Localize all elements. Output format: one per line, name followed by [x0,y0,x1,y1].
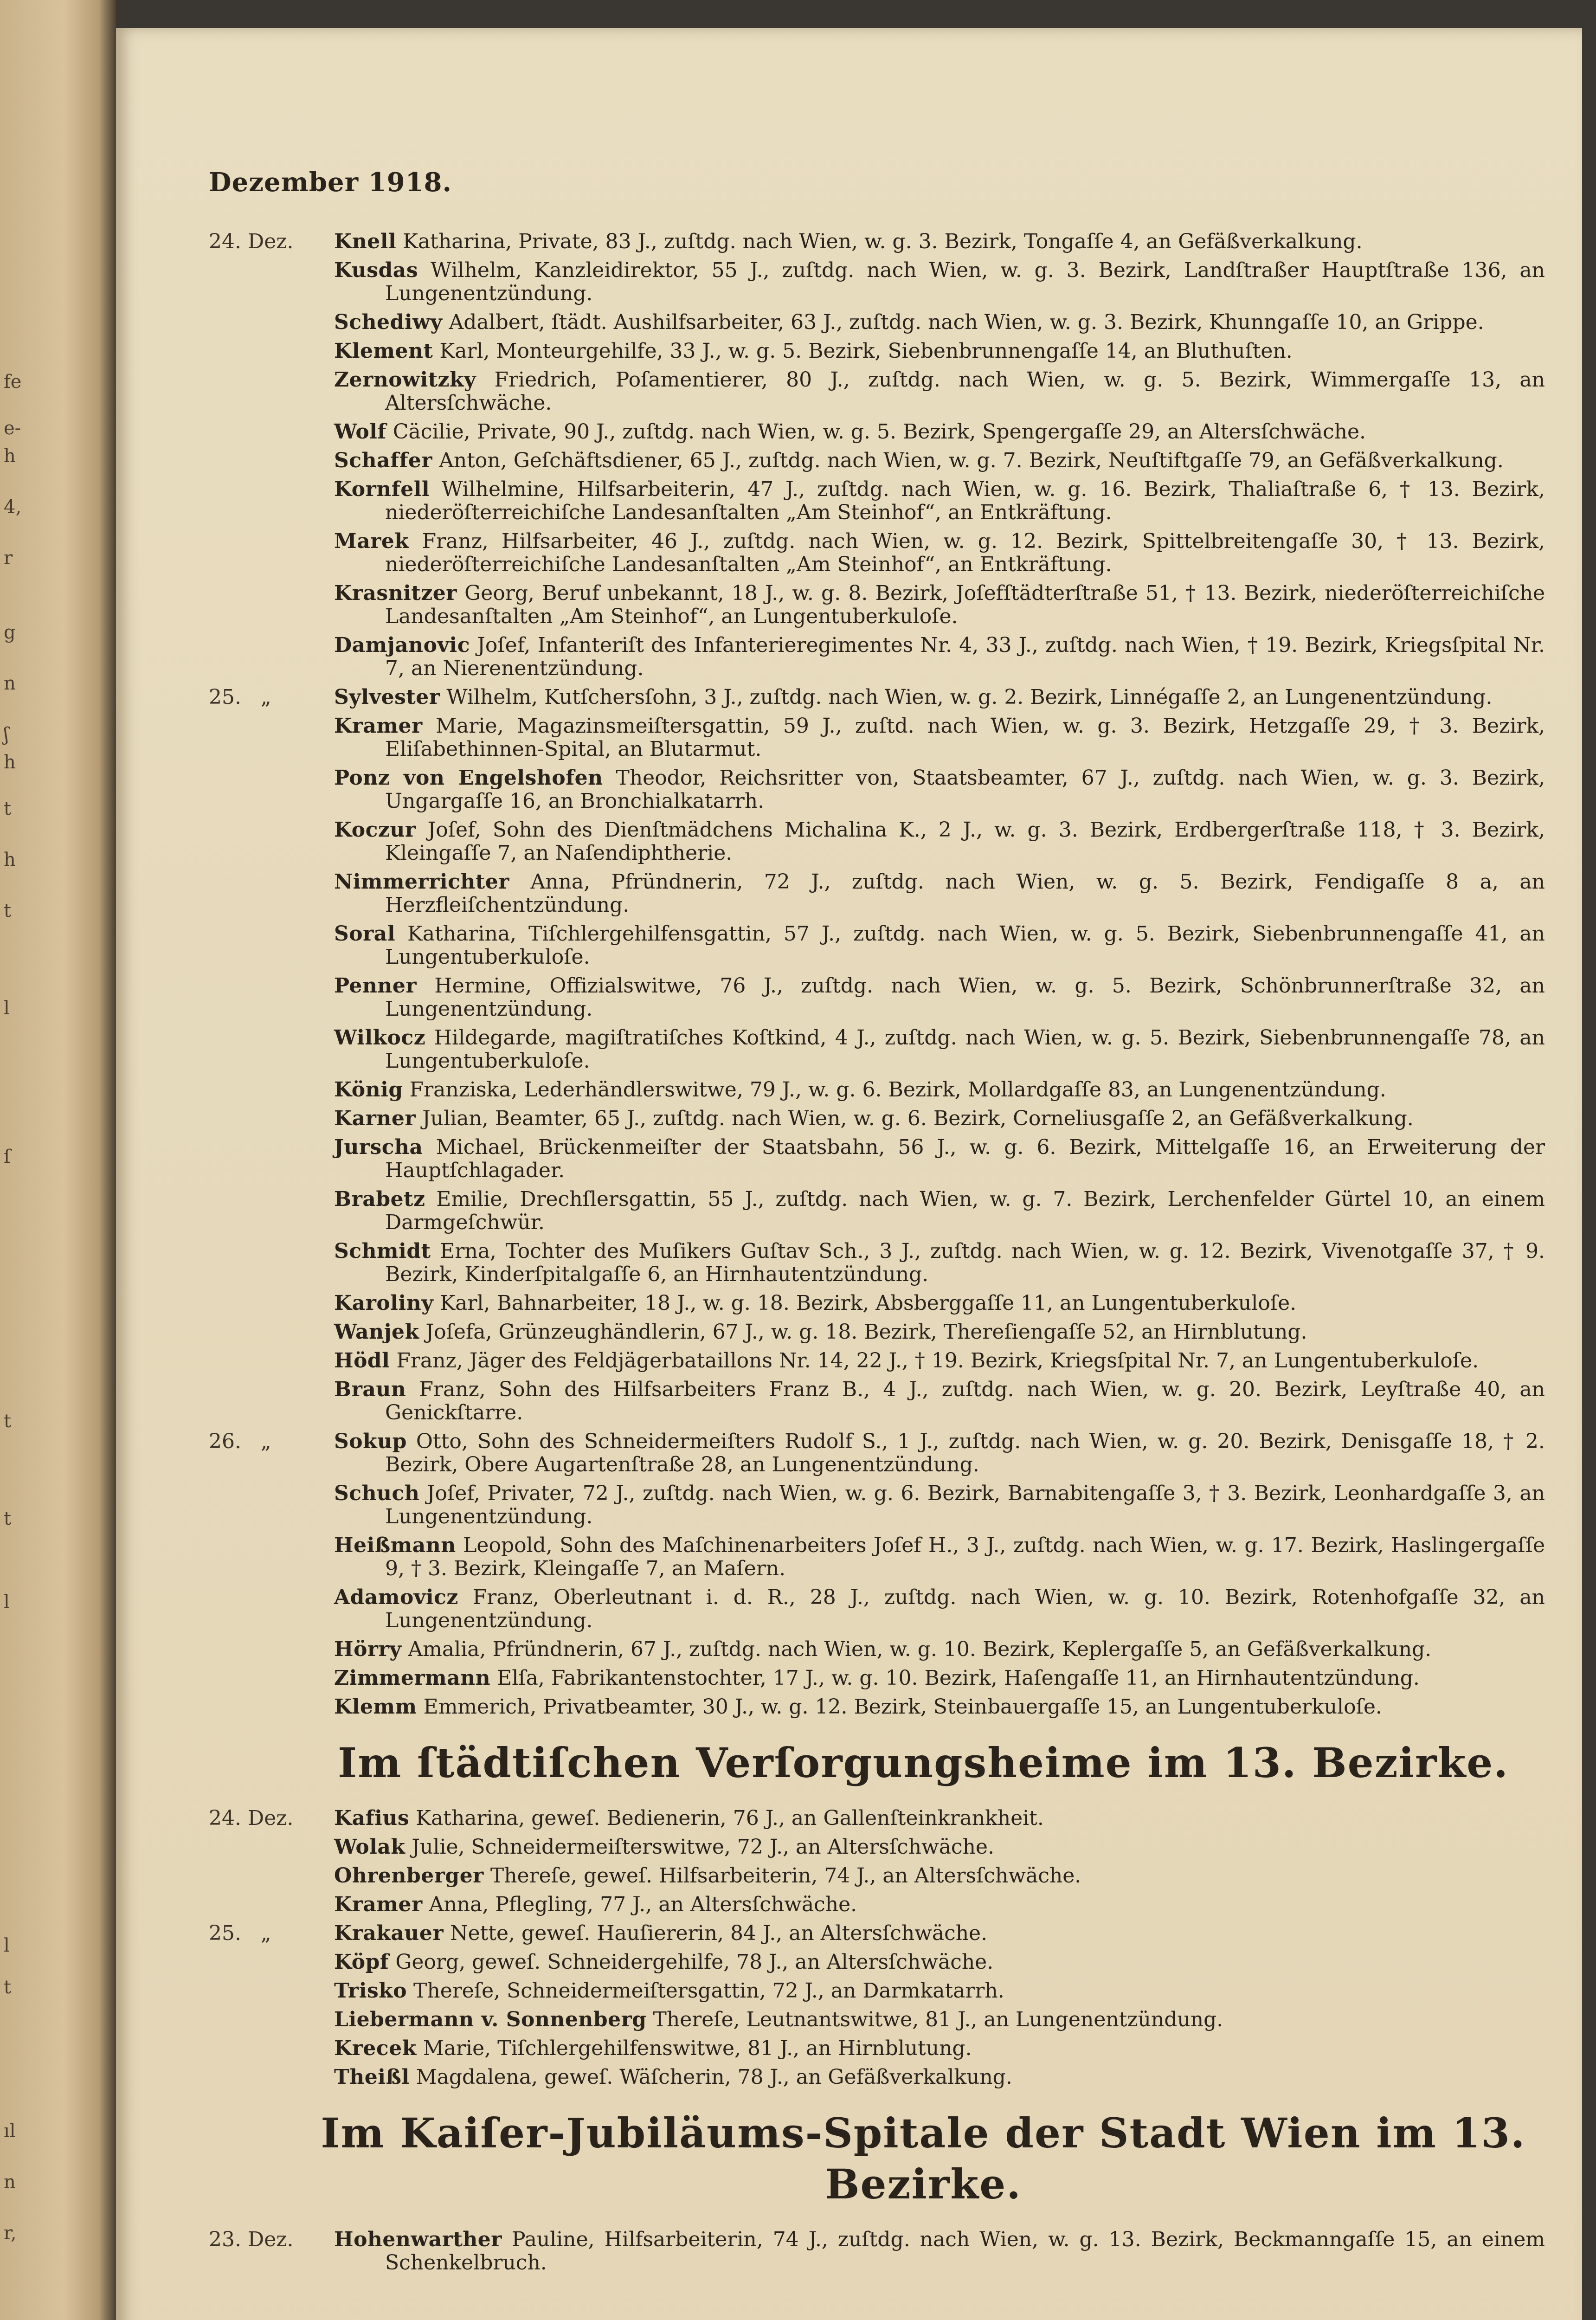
entry-details: Marie, Tiſchlergehilfenswitwe, 81 J., an Hirnblutung. [423,2036,972,2060]
entry-date [209,1240,334,1286]
entry-date: 24. Dez. [209,230,294,253]
deceased-name: Knell [334,230,397,253]
spine-fragment: t [4,900,12,922]
spine-fragment: l [4,1935,10,1956]
deceased-name: Kramer [334,714,423,738]
deceased-name: Krecek [334,2036,417,2060]
entry-details: Karl, Monteurgehilfe, 33 J., w. g. 5. Bezirk, Siebenbrunnengaſſe 14, an Bluthuſten. [439,339,1293,363]
entry-details: Pauline, Hilfsarbeiterin, 74 J., zuſtdg. nach Wien, w. g. 13. Bezirk, Beckmanngaſſe 15, an einem Schenkelbruch. [385,2228,1545,2275]
entry-text [334,870,1545,917]
entry-text [334,1979,1545,2003]
deceased-name: Brabetz [334,1187,425,1211]
register-entry [209,1695,1545,1719]
entry-date [209,1667,334,1690]
register-entry [209,1864,1545,1888]
spine-fragment: t [4,1411,12,1432]
entry-date [209,1321,334,1344]
entry-details: Emilie, Drechſlersgattin, 55 J., zuſtdg. nach Wien, w. g. 7. Bezirk, Lerchenfelder Gürtel 10, an einem Darmgeſchwür. [385,1187,1545,1234]
register-entry [209,1893,1545,1916]
register-entry [209,1534,1545,1580]
entry-text [334,530,1545,576]
register-entry [209,230,1545,253]
entry-date: 23. Dez. [209,2228,294,2251]
deceased-name: Trisko [334,1979,407,2003]
deceased-name: Sokup [334,1430,407,1453]
register-entry [209,767,1545,813]
register-entry [209,1667,1545,1690]
deceased-name: Wilkocz [334,1026,426,1050]
entry-text [334,1586,1545,1632]
deceased-name: Ohrenberger [334,1864,484,1888]
entry-details: Julian, Beamter, 65 J., zuſtdg. nach Wien, w. g. 6. Bezirk, Corneliusgaſſe 2, an Gefäßverkalkung. [422,1107,1414,1130]
spine-fragment: ſ [4,1146,11,1167]
entry-text [334,715,1545,761]
register-entry [209,2066,1545,2089]
entry-date [209,478,334,524]
register-entry [209,1136,1545,1182]
entry-date [209,1078,334,1102]
spine-fragment: r, [4,2223,17,2244]
entry-details: Elſa, Fabrikantenstochter, 17 J., w. g. 10. Bezirk, Haſengaſſe 11, an Hirnhautentzündung. [497,1666,1420,1690]
entry-text [334,1534,1545,1580]
deceased-name: Köpf [334,1950,389,1974]
entry-details: Amalia, Pfründnerin, 67 J., zuſtdg. nach Wien, w. g. 10. Bezirk, Keplergaſſe 5, an Gefäßverkalkung. [408,1637,1432,1661]
entry-details: Hildegarde, magiſtratiſches Koſtkind, 4 J., zuſtdg. nach Wien, w. g. 5. Bezirk, Siebenbrunnengaſſe 78, an Lungentuberkuloſe. [385,1026,1545,1073]
register-entry [209,1430,1545,1476]
entry-date [209,634,334,680]
entry-text [334,2037,1545,2060]
section-heading: Im ſtädtiſchen Verſorgungsheime im 13. Bezirke. [338,1739,1509,1787]
entry-date [209,449,334,472]
entry-details: Katharina, Tiſchlergehilfensgattin, 57 J., zuſtdg. nach Wien, w. g. 5. Bezirk, Siebenbrunnengaſſe 41, an Lungentuberkuloſe. [385,922,1545,969]
entry-text [334,2066,1545,2089]
register-entry [209,340,1545,363]
adjacent-page-spine [0,0,116,2320]
spine-fragment: l [4,1592,10,1613]
entry-text [334,1188,1545,1234]
deceased-name: Nimmerrichter [334,870,509,894]
spine-fragment: e- [4,418,21,439]
register-entry [209,1378,1545,1424]
deceased-name: Soral [334,922,396,946]
entry-details: Georg, Beruf unbekannt, 18 J., w. g. 8. Bezirk, Joſefſtädterſtraße 51, † 13. Bezirk, niederöſterreichiſche Landesanſtalten „Am Steinhof“, an Lungentuberkuloſe. [385,581,1545,628]
entry-date [209,767,334,813]
register-entry [209,1188,1545,1234]
deceased-name: Klement [334,339,433,363]
entry-text [334,2008,1545,2031]
spine-fragment: h [4,849,16,870]
entry-text [334,922,1545,969]
entry-details: Anton, Geſchäftsdiener, 65 J., zuſtdg. nach Wien, w. g. 7. Bezirk, Neuſtiftgaſſe 79, an Gefäßverkalkung. [439,449,1504,472]
entry-text [334,1638,1545,1661]
deceased-name: Heißmann [334,1534,456,1557]
entry-text [334,478,1545,524]
entry-details: Wilhelm, Kanzleidirektor, 55 J., zuſtdg. nach Wien, w. g. 3. Bezirk, Landſtraßer Hauptſtraße 136, an Lungenentzündung. [385,258,1545,305]
entry-date [209,1107,334,1130]
entry-text [334,1807,1545,1830]
entry-details: Otto, Sohn des Schneidermeiſters Rudolf S., 1 J., zuſtdg. nach Wien, w. g. 20. Bezirk, Denisgaſſe 18, † 2. Bezirk, Obere Augartenſtraße 28, an Lungenentzündung. [385,1430,1545,1476]
spine-fragment: g [4,622,16,643]
deceased-name: Schmidt [334,1239,431,1263]
entry-text [334,974,1545,1021]
entry-details: Anna, Pflegling, 77 J., an Altersſchwäche. [429,1893,857,1916]
entry-details: Joſef, Privater, 72 J., zuſtdg. nach Wien, w. g. 6. Bezirk, Barnabitengaſſe 3, † 3. Bezirk, Leonhardgaſſe 3, an Lungenentzündung. [385,1482,1545,1528]
register-entry [209,634,1545,680]
register-entry [209,1107,1545,1130]
register-entry [209,1026,1545,1073]
spine-fragment: n [4,673,16,694]
deceased-name: Adamovicz [334,1585,458,1609]
deceased-name: Krakauer [334,1921,444,1945]
entry-details: Katharina, geweſ. Bedienerin, 76 J., an Gallenſteinkrankheit. [416,1806,1044,1830]
entry-text [334,1078,1545,1102]
entry-text [334,1321,1545,1344]
register-entry [209,259,1545,305]
register-entry [209,1836,1545,1859]
deceased-name: Marek [334,529,409,553]
deceased-name: Theißl [334,2065,410,2089]
entry-date [209,368,334,415]
entry-date [209,974,334,1021]
entry-date [209,1893,334,1916]
deceased-name: Kramer [334,1893,423,1916]
entry-text [334,1482,1545,1528]
entry-text [334,1951,1545,1974]
entry-date [209,1026,334,1073]
entry-details: Wilhelmine, Hilfsarbeiterin, 47 J., zuſtdg. nach Wien, w. g. 16. Bezirk, Thaliaſtraße 6, † 13. Bezirk, niederöſterreichiſche Landesanſtalten „Am Steinhof“, an Entkräftung. [385,477,1545,524]
entry-date [209,1188,334,1234]
spine-fragment: r [4,548,13,569]
entry-date [209,1136,334,1182]
deceased-name: Braun [334,1378,406,1401]
deceased-name: Klemm [334,1695,417,1719]
entry-text [334,767,1545,813]
entry-details: Karl, Bahnarbeiter, 18 J., w. g. 18. Bezirk, Absberggaſſe 11, an Lungentuberkuloſe. [440,1291,1297,1315]
entry-details: Wilhelm, Kutſchersſohn, 3 J., zuſtdg. nach Wien, w. g. 2. Bezirk, Linnégaſſe 2, an Lungenentzündung. [446,685,1493,709]
deceased-name: Schediwy [334,310,443,334]
entry-details: Marie, Magazinsmeiſtersgattin, 59 J., zuſtd. nach Wien, w. g. 3. Bezirk, Hetzgaſſe 29, † 3. Bezirk, Eliſabethinnen-Spital, an Blutarmut. [385,714,1545,761]
entry-text [334,420,1545,444]
register-entry [209,870,1545,917]
deceased-name: Schaffer [334,449,433,472]
entry-text [334,311,1545,334]
register-entry [209,1807,1545,1830]
entry-text [334,818,1545,865]
entry-details: Anna, Pfründnerin, 72 J., zuſtdg. nach Wien, w. g. 5. Bezirk, Fendigaſſe 8 a, an Herzfleiſchentzündung. [385,870,1545,917]
death-register [209,230,1545,2275]
deceased-name: Jurscha [334,1135,423,1159]
deceased-name: Sylvester [334,685,440,709]
register-entry [209,1951,1545,1974]
entry-text [334,1378,1545,1424]
entry-details: Franz, Jäger des Feldjägerbataillons Nr. 14, 22 J., † 19. Bezirk, Kriegsſpital Nr. 7, an Lungentuberkuloſe. [396,1349,1479,1373]
entry-details: Adalbert, ſtädt. Aushilfsarbeiter, 63 J., zuſtdg. nach Wien, w. g. 3. Bezirk, Khunngaſſe 10, an Grippe. [449,310,1484,334]
deceased-name: Hödl [334,1349,390,1373]
entry-text [334,686,1545,709]
entry-text [334,259,1545,305]
deceased-name: Hörry [334,1637,402,1661]
deceased-name: Wanjek [334,1320,419,1344]
deceased-name: Zimmermann [334,1666,491,1690]
register-entry [209,582,1545,628]
entry-text [334,449,1545,472]
entry-details: Emmerich, Privatbeamter, 30 J., w. g. 12. Bezirk, Steinbauergaſſe 15, an Lungentuberkuloſe. [423,1695,1382,1719]
register-entry [209,449,1545,472]
register-entry [209,1482,1545,1528]
entry-date [209,818,334,865]
entry-text [334,1864,1545,1888]
deceased-name: Kornfell [334,477,430,501]
register-entry [209,2008,1545,2031]
page-title: Dezember 1918. [209,167,452,198]
entry-date [209,1292,334,1315]
entry-details: Thereſe, geweſ. Hilfsarbeiterin, 74 J., an Altersſchwäche. [490,1864,1081,1888]
deceased-name: Ponz von Engelshofen [334,766,603,790]
entry-details: Julie, Schneidermeiſterswitwe, 72 J., an Altersſchwäche. [412,1835,994,1859]
register-entry [209,1078,1545,1102]
entry-details: Joſef, Sohn des Dienſtmädchens Michalina K., 2 J., w. g. 3. Bezirk, Erdbergerſtraße 118, † 3. Bezirk, Kleingaſſe 7, an Naſendiphtherie. [385,818,1545,865]
entry-date [209,420,334,444]
spine-fragment: ıl [4,2120,16,2142]
entry-text [334,1695,1545,1719]
register-entry [209,311,1545,334]
spine-fragment: 4, [4,496,22,518]
entry-date: 24. Dez. [209,1806,294,1830]
entry-date [209,259,334,305]
entry-date [209,870,334,917]
entry-text [334,1026,1545,1073]
entry-text [334,230,1545,253]
entry-text [334,582,1545,628]
document-page [116,28,1582,2320]
entry-details: Thereſe, Schneidermeiſtersgattin, 72 J., an Darmkatarrh. [413,1979,1004,2003]
entry-date [209,1638,334,1661]
spine-fragment: h [4,445,16,467]
deceased-name: Wolf [334,420,386,444]
entry-text [334,2228,1545,2275]
entry-details: Michael, Brückenmeiſter der Staatsbahn, 56 J., w. g. 6. Bezirk, Mittelgaſſe 16, an Erweiterung der Hauptſchlagader. [385,1135,1545,1182]
entry-text [334,634,1545,680]
entry-details: Franz, Oberleutnant i. d. R., 28 J., zuſtdg. nach Wien, w. g. 10. Bezirk, Rotenhofgaſſe 32, an Lungenentzündung. [385,1585,1545,1632]
entry-details: Friedrich, Poſamentierer, 80 J., zuſtdg. nach Wien, w. g. 5. Bezirk, Wimmergaſſe 13, an Altersſchwäche. [385,368,1545,415]
spine-fragment: fe [4,371,22,393]
register-entry [209,818,1545,865]
register-entry [209,1922,1545,1945]
entry-text [334,1922,1545,1945]
entry-details: Erna, Tochter des Muſikers Guſtav Sch., 3 J., zuſtdg. nach Wien, w. g. 12. Bezirk, Vivenotgaſſe 37, † 9. Bezirk, Kinderſpitalgaſſe 6, an Hirnhautentzündung. [385,1239,1545,1286]
entry-details: Georg, geweſ. Schneidergehilfe, 78 J., an Altersſchwäche. [395,1950,994,1974]
deceased-name: Hohenwarther [334,2228,502,2251]
section-heading: Im Kaiſer-Jubiläums-Spitale der Stadt Wien im 13. Bezirke. [321,2109,1526,2208]
spine-fragment: h [4,752,16,773]
spine-fragment: l [4,998,10,1019]
entry-date [209,2008,334,2031]
entry-date [209,1979,334,2003]
entry-date: 26. „ [209,1430,271,1453]
entry-date [209,530,334,576]
entry-text [334,1836,1545,1859]
deceased-name: Koczur [334,818,416,842]
register-entry [209,715,1545,761]
spine-fragment: t [4,1508,12,1529]
entry-date [209,1534,334,1580]
deceased-name: Liebermann v. Sonnenberg [334,2008,647,2031]
spine-fragment: t [4,798,12,819]
entry-text [334,368,1545,415]
entry-date [209,1482,334,1528]
entry-text [334,1136,1545,1182]
entry-date [209,1951,334,1974]
entry-details: Katharina, Private, 83 J., zuſtdg. nach Wien, w. g. 3. Bezirk, Tongaſſe 4, an Gefäßverkalkung. [403,230,1363,253]
entry-date [209,1378,334,1424]
entry-details: Joſefa, Grünzeughändlerin, 67 J., w. g. 18. Bezirk, Thereſiengaſſe 52, an Hirnblutung. [425,1320,1307,1344]
entry-date: 25. „ [209,1921,271,1945]
deceased-name: Krasnitzer [334,581,457,605]
entry-details: Thereſe, Leutnantswitwe, 81 J., an Lungenentzündung. [653,2008,1223,2031]
deceased-name: Schuch [334,1482,420,1505]
register-entry [209,2228,1545,2275]
entry-date [209,1836,334,1859]
register-entry [209,1349,1545,1373]
register-entry [209,1240,1545,1286]
register-entry [209,1586,1545,1632]
entry-text [334,1430,1545,1476]
entry-details: Cäcilie, Private, 90 J., zuſtdg. nach Wien, w. g. 5. Bezirk, Spengergaſſe 29, an Altersſchwäche. [393,420,1366,444]
entry-date [209,715,334,761]
page-content [209,167,1545,2280]
entry-date [209,2066,334,2089]
entry-text [334,1349,1545,1373]
entry-text [334,1292,1545,1315]
deceased-name: Zernowitzky [334,368,476,392]
entry-date [209,1349,334,1373]
entry-details: Franz, Hilfsarbeiter, 46 J., zuſtdg. nach Wien, w. g. 12. Bezirk, Spittelbreitengaſſe 30, † 13. Bezirk, niederöſterreichiſche Landesanſtalten „Am Steinhof“, an Entkräftung. [385,529,1545,576]
entry-details: Nette, geweſ. Hauſiererin, 84 J., an Altersſchwäche. [450,1921,988,1945]
entry-date [209,1586,334,1632]
register-entry [209,420,1545,444]
register-entry [209,530,1545,576]
spine-fragment: n [4,2172,16,2193]
entry-text [334,1893,1545,1916]
entry-text [334,1240,1545,1286]
register-entry [209,478,1545,524]
deceased-name: Karoliny [334,1291,434,1315]
register-entry [209,1292,1545,1315]
deceased-name: Damjanovic [334,633,470,657]
entry-text [334,340,1545,363]
entry-date [209,582,334,628]
entry-date [209,311,334,334]
entry-text [334,1667,1545,1690]
spine-fragment: ʃ [4,724,9,745]
deceased-name: Karner [334,1107,416,1130]
deceased-name: Kafius [334,1806,410,1830]
deceased-name: König [334,1078,403,1102]
entry-details: Leopold, Sohn des Maſchinenarbeiters Joſef H., 3 J., zuſtdg. nach Wien, w. g. 17. Bezirk, Haslingergaſſe 9, † 3. Bezirk, Kleingaſſe 7, an Maſern. [385,1534,1545,1580]
register-entry [209,1321,1545,1344]
entry-date [209,922,334,969]
entry-details: Joſef, Infanteriſt des Infanterieregimentes Nr. 4, 33 J., zuſtdg. nach Wien, † 19. Bezirk, Kriegsſpital Nr. 7, an Nierenentzündung. [385,633,1545,680]
entry-details: Theodor, Reichsritter von, Staatsbeamter, 67 J., zuſtdg. nach Wien, w. g. 3. Bezirk, Ungargaſſe 16, an Bronchialkatarrh. [385,766,1545,813]
entry-date: 25. „ [209,685,271,709]
entry-date [209,1864,334,1888]
entry-details: Hermine, Offizialswitwe, 76 J., zuſtdg. nach Wien, w. g. 5. Bezirk, Schönbrunnerſtraße 32, an Lungenentzündung. [385,974,1545,1021]
entry-text [334,1107,1545,1130]
register-entry [209,1979,1545,2003]
deceased-name: Kusdas [334,258,418,282]
entry-date [209,340,334,363]
register-entry [209,2037,1545,2060]
register-entry [209,1638,1545,1661]
deceased-name: Penner [334,974,417,998]
deceased-name: Wolak [334,1835,405,1859]
entry-details: Magdalena, geweſ. Wäſcherin, 78 J., an Gefäßverkalkung. [416,2065,1012,2089]
entry-date [209,1695,334,1719]
entry-details: Franziska, Lederhändlerswitwe, 79 J., w. g. 6. Bezirk, Mollardgaſſe 83, an Lungenentzündung. [409,1078,1386,1102]
register-entry [209,686,1545,709]
entry-date [209,2037,334,2060]
spine-fragment: t [4,1977,12,1998]
register-entry [209,922,1545,969]
register-entry [209,974,1545,1021]
entry-details: Franz, Sohn des Hilfsarbeiters Franz B., 4 J., zuſtdg. nach Wien, w. g. 20. Bezirk, Leyſtraße 40, an Genickſtarre. [385,1378,1545,1424]
register-entry [209,368,1545,415]
